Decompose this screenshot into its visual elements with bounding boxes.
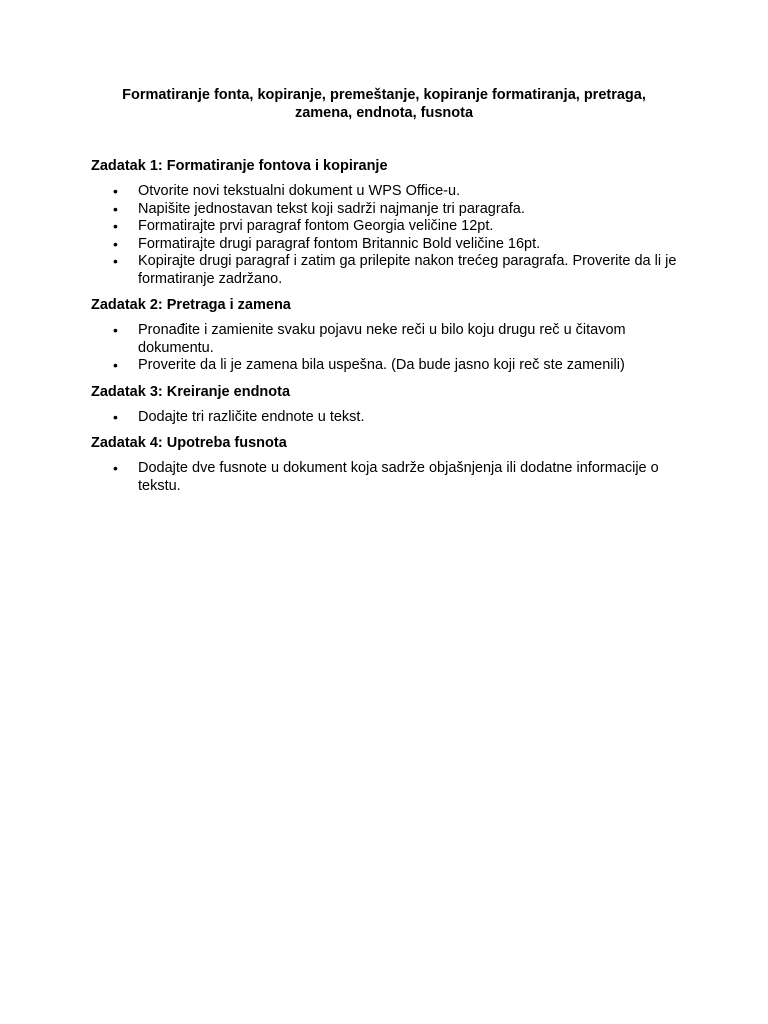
document-title-line-1: Formatiranje fonta, kopiranje, premeštanje, kopiranje formatiranja, pretraga, (122, 87, 646, 103)
list-item (91, 322, 681, 357)
section-task-4 (91, 434, 681, 495)
list-item-text: Formatirajte prvi paragraf fontom Georgia veličine 12pt. (138, 218, 494, 234)
bullet-icon: • (113, 253, 118, 269)
list-item-text: Napišite jednostavan tekst koji sadrži najmanje tri paragrafa. (138, 200, 525, 217)
bullet-icon: • (113, 460, 118, 476)
list-item-text: Dodajte tri različite endnote u tekst. (138, 408, 365, 425)
section-heading: Zadatak 2: Pretraga i zamena (91, 297, 291, 313)
bullet-icon: • (113, 408, 118, 425)
list-item-text: Pronađite i zamienite svaku pojavu neke reči u bilo koju drugu reč u čitavom dokumentu. (138, 322, 626, 356)
list-item-text: Proverite da li je zamena bila uspešna. (Da bude jasno koji reč ste zamenili) (138, 357, 625, 373)
bullet-icon: • (113, 322, 118, 338)
bullet-icon: • (113, 357, 118, 373)
document-title (100, 86, 668, 122)
section-heading: Zadatak 1: Formatiranje fontova i kopiranje (91, 158, 388, 174)
section-heading: Zadatak 3: Kreiranje endnota (91, 383, 291, 400)
section-heading: Zadatak 4: Upotreba fusnota (91, 435, 287, 451)
list-item (91, 236, 681, 254)
list-item (91, 183, 681, 201)
bullet-list (91, 183, 681, 288)
document-body (91, 157, 681, 503)
list-item (91, 460, 681, 495)
bullet-list (91, 322, 681, 375)
bullet-list (91, 460, 681, 495)
bullet-icon: • (113, 235, 118, 252)
section-task-2 (91, 296, 681, 375)
bullet-icon: • (113, 200, 118, 217)
bullet-list (91, 409, 681, 427)
list-item (91, 201, 681, 219)
list-item-text: Formatirajte drugi paragraf fontom Britannic Bold veličine 16pt. (138, 235, 541, 252)
bullet-icon: • (113, 183, 118, 199)
document-title-line-2: zamena, endnota, fusnota (294, 105, 474, 121)
list-item (91, 409, 681, 427)
section-task-1 (91, 157, 681, 288)
list-item (91, 357, 681, 375)
list-item (91, 253, 681, 288)
section-task-3 (91, 383, 681, 427)
list-item (91, 218, 681, 236)
bullet-icon: • (113, 218, 118, 234)
list-item-text: Otvorite novi tekstualni dokument u WPS Office-u. (138, 183, 461, 199)
list-item-text: Kopirajte drugi paragraf i zatim ga prilepite nakon trećeg paragrafa. Proverite da li je formatiranje zadržano. (138, 253, 677, 287)
list-item-text: Dodajte dve fusnote u dokument koja sadrže objašnjenja ili dodatne informacije o tekstu. (138, 460, 659, 494)
